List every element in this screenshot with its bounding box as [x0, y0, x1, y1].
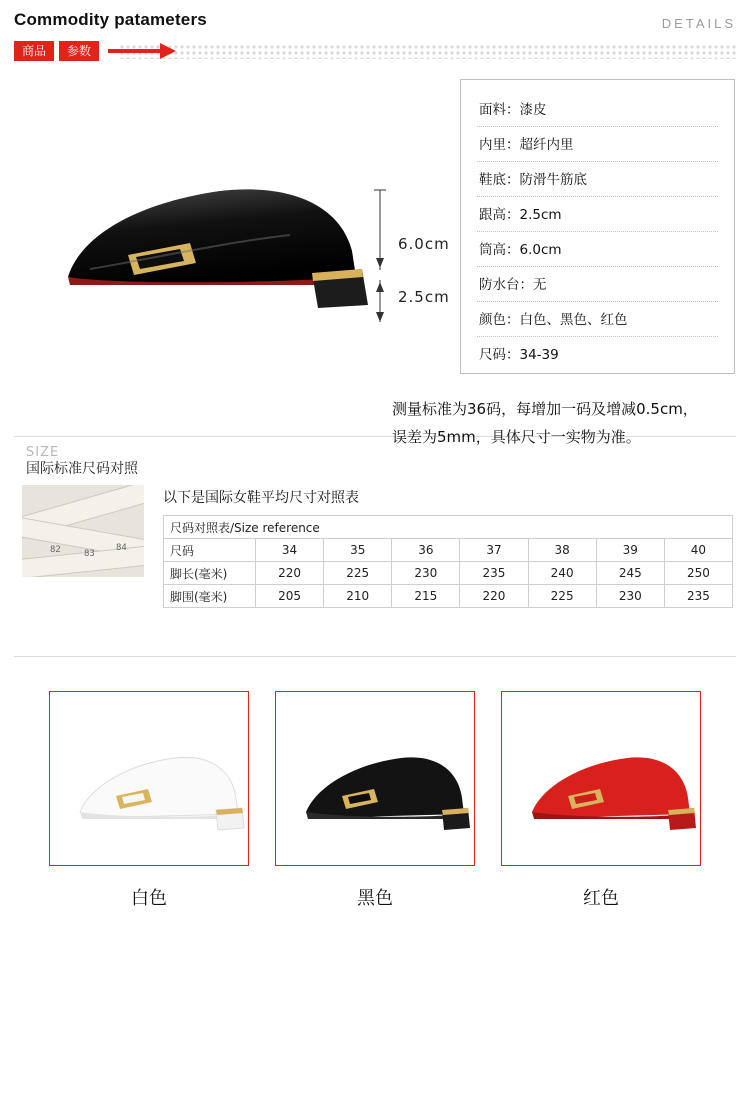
size-caption-cn: 国际标准尺码对照 — [26, 461, 138, 477]
color-variants-section — [0, 657, 750, 947]
cell: 35 — [324, 539, 392, 562]
size-reference-table — [163, 515, 733, 608]
row-label: 尺码 — [164, 539, 256, 562]
cell: 40 — [664, 539, 732, 562]
product-photo-black-shoe — [40, 165, 380, 325]
cell: 34 — [256, 539, 324, 562]
cell: 205 — [256, 585, 324, 608]
cell: 240 — [528, 562, 596, 585]
tape-number: 83 — [84, 549, 95, 559]
cell: 39 — [596, 539, 664, 562]
details-label: DETAILS — [661, 16, 736, 31]
color-label-white: 白色 — [131, 888, 167, 909]
spec-row: 内里：超纤内里 — [477, 127, 718, 162]
cell: 235 — [664, 585, 732, 608]
color-variant-red[interactable] — [501, 691, 701, 910]
size-caption-en: SIZE — [26, 445, 60, 460]
dimension-shaft-height: 6.0cm — [398, 235, 450, 253]
cell: 230 — [392, 562, 460, 585]
color-label-red: 红色 — [583, 888, 619, 909]
specification-section — [0, 70, 750, 446]
measurement-note-line: 误差为5mm，具体尺寸一实物为准。 — [392, 428, 641, 446]
color-image-red — [501, 691, 701, 866]
cell: 210 — [324, 585, 392, 608]
color-label-black: 黑色 — [357, 888, 393, 909]
spec-row: 尺码：34-39 — [479, 347, 559, 363]
cell: 220 — [256, 562, 324, 585]
color-image-white — [49, 691, 249, 866]
table-row — [164, 539, 733, 562]
page-title: Commodity patameters — [14, 10, 207, 29]
cell: 225 — [528, 585, 596, 608]
row-label: 脚长(毫米) — [164, 562, 256, 585]
cell: 37 — [460, 539, 528, 562]
size-table-heading: 以下是国际女鞋平均尺寸对照表 — [163, 490, 359, 506]
arrow-right-icon — [108, 41, 180, 61]
table-row — [164, 562, 733, 585]
color-variant-white[interactable] — [49, 691, 249, 910]
cell: 220 — [460, 585, 528, 608]
tag-commodity: 商品 — [14, 41, 54, 61]
size-caption — [26, 445, 138, 478]
table-row — [164, 585, 733, 608]
dimension-heel-height: 2.5cm — [398, 288, 450, 306]
measurement-note-line: 测量标准为36码，每增加一码及增减0.5cm， — [392, 400, 698, 418]
cell: 38 — [528, 539, 596, 562]
spec-row: 跟高：2.5cm — [477, 197, 718, 232]
spec-card — [460, 79, 735, 374]
page-header — [0, 0, 750, 70]
measuring-tape-photo — [22, 485, 144, 577]
spec-row: 鞋底：防滑牛筋底 — [477, 162, 718, 197]
cell: 250 — [664, 562, 732, 585]
spec-row: 颜色：白色、黑色、红色 — [477, 302, 718, 337]
cell: 245 — [596, 562, 664, 585]
row-label: 脚围(毫米) — [164, 585, 256, 608]
dot-pattern-decoration — [120, 45, 736, 59]
cell: 225 — [324, 562, 392, 585]
tag-row — [14, 41, 180, 61]
tape-number: 82 — [50, 545, 61, 555]
cell: 235 — [460, 562, 528, 585]
tag-parameters: 参数 — [59, 41, 99, 61]
size-table-title: 尺码对照表/Size reference — [164, 516, 733, 539]
spec-row: 面料：漆皮 — [477, 92, 718, 127]
spec-row: 防水台：无 — [477, 267, 718, 302]
tape-number: 84 — [116, 543, 127, 553]
color-image-black — [275, 691, 475, 866]
size-chart-section — [0, 437, 750, 632]
table-row — [164, 516, 733, 539]
spec-row: 筒高：6.0cm — [477, 232, 718, 267]
cell: 215 — [392, 585, 460, 608]
color-variant-black[interactable] — [275, 691, 475, 910]
cell: 36 — [392, 539, 460, 562]
cell: 230 — [596, 585, 664, 608]
